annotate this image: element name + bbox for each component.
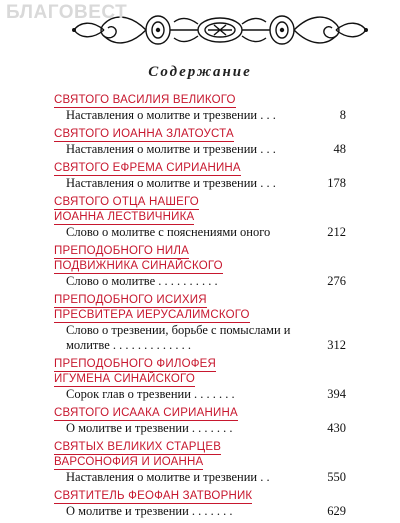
toc-entry-author-line: ПРЕПОДОБНОГО НИЛА xyxy=(54,245,190,257)
toc-entry-author xyxy=(54,357,346,387)
toc-entry-author-line: СВЯТОГО ОТЦА НАШЕГО xyxy=(54,196,199,208)
toc-entry-title: Наставления о молитве и трезвении . . . xyxy=(66,176,276,190)
toc-entry-author-line: СВЯТОГО ЕФРЕМА СИРИАНИНА xyxy=(54,162,241,174)
toc-entry-title: О молитве и трезвении . . . . . . . xyxy=(66,504,233,518)
toc-entry-work xyxy=(54,323,346,353)
toc-entry xyxy=(54,293,346,353)
toc-entry-work xyxy=(54,387,346,402)
toc-entry xyxy=(54,127,346,157)
toc-entry xyxy=(54,93,346,123)
toc-entry-author-line: ИГУМЕНА СИНАЙСКОГО xyxy=(54,373,195,385)
toc-entry-author xyxy=(54,293,346,323)
toc-entry-author-line: СВЯТОГО ИСААКА СИРИАНИНА xyxy=(54,407,238,419)
toc-entry-author xyxy=(54,440,346,470)
toc-entry-page-number: 178 xyxy=(327,176,346,190)
toc-entry xyxy=(54,161,346,191)
toc-entry-author-line: СВЯТЫХ ВЕЛИКИХ СТАРЦЕВ xyxy=(54,441,222,453)
toc-entry-author xyxy=(54,406,346,421)
toc-entry-author xyxy=(54,127,346,142)
toc-entry-work xyxy=(54,176,346,191)
toc-entry-title: Слово о молитве . . . . . . . . . . xyxy=(66,274,218,288)
toc-entry xyxy=(54,440,346,485)
toc-entry-page-number: 629 xyxy=(327,504,346,518)
toc-entry-author-line: ПРЕСВИТЕРА ИЕРУСАЛИМСКОГО xyxy=(54,309,250,321)
toc-entry-author-line: СВЯТОГО ВАСИЛИЯ ВЕЛИКОГО xyxy=(54,94,236,106)
toc-entry-page-number: 550 xyxy=(327,470,346,484)
toc-entry xyxy=(54,195,346,240)
toc-entry-page-number: 276 xyxy=(327,274,346,288)
toc-entry-work xyxy=(54,504,346,519)
toc-entry-work xyxy=(54,142,346,157)
toc-entry-author-line: ПРЕПОДОБНОГО ФИЛОФЕЯ xyxy=(54,358,217,370)
toc-entry xyxy=(54,489,346,519)
toc-entry-author xyxy=(54,161,346,176)
toc-entry-page-number: 8 xyxy=(339,108,346,122)
toc-entry-work xyxy=(54,225,346,240)
toc-entry-author-line: СВЯТИТЕЛЬ ФЕОФАН ЗАТВОРНИК xyxy=(54,490,253,502)
table-of-contents xyxy=(54,93,346,523)
toc-entry xyxy=(54,406,346,436)
toc-entry-author-line: СВЯТОГО ИОАННА ЗЛАТОУСТА xyxy=(54,128,234,140)
toc-entry-page-number: 394 xyxy=(327,387,346,401)
toc-entry-work xyxy=(54,274,346,289)
page-title: Содержание xyxy=(148,64,252,80)
toc-entry-work xyxy=(54,470,346,485)
toc-entry-author xyxy=(54,489,346,504)
toc-entry-work xyxy=(54,421,346,436)
toc-entry-author-line: ПРЕПОДОБНОГО ИСИХИЯ xyxy=(54,294,207,306)
toc-entry-title: О молитве и трезвении . . . . . . . xyxy=(66,421,233,435)
toc-entry-title: Наставления о молитве и трезвении . . xyxy=(66,470,270,484)
toc-entry-work xyxy=(54,108,346,123)
toc-entry-author-line: ИОАННА ЛЕСТВИЧНИКА xyxy=(54,211,195,223)
toc-entry-title: Наставления о молитве и трезвении . . . xyxy=(66,142,276,156)
toc-entry-title: Сорок глав о трезвении . . . . . . . xyxy=(66,387,235,401)
toc-entry-page-number: 212 xyxy=(327,225,346,239)
toc-entry-author xyxy=(54,93,346,108)
toc-entry xyxy=(54,244,346,289)
toc-entry-author-line: ПОДВИЖНИКА СИНАЙСКОГО xyxy=(54,260,223,272)
toc-entry-author xyxy=(54,244,346,274)
toc-entry-author xyxy=(54,195,346,225)
toc-entry-page-number: 430 xyxy=(327,421,346,435)
toc-entry-author-line: ВАРСОНОФИЯ И ИОАННА xyxy=(54,456,204,468)
watermark: БЛАГОВЕСТ xyxy=(6,2,128,23)
toc-entry-page-number: 312 xyxy=(327,338,346,352)
toc-entry xyxy=(54,357,346,402)
toc-entry-title: Наставления о молитве и трезвении . . . xyxy=(66,108,276,122)
toc-entry-title: Слово о трезвении, борьбе с помыслами и молитве . . . . . . . . . . . . . xyxy=(66,323,291,352)
toc-entry-page-number: 48 xyxy=(333,142,346,156)
toc-entry-title: Слово о молитве с пояснениями оного xyxy=(66,225,271,239)
